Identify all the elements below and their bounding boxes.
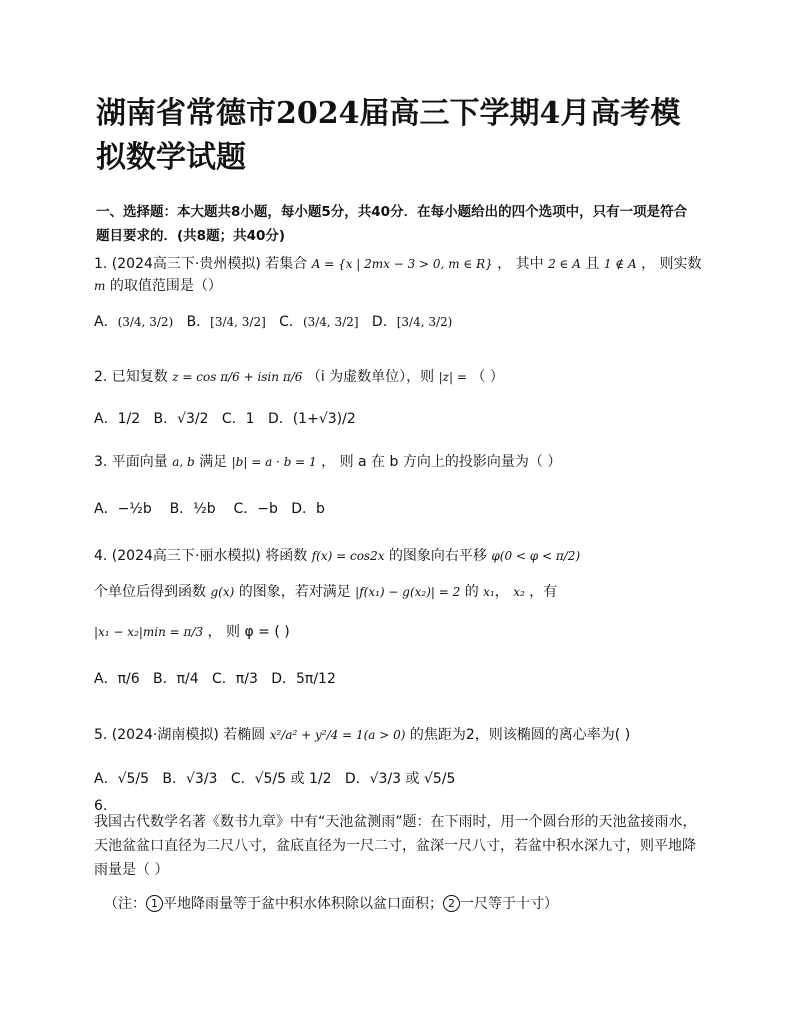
option-c[interactable]: C．1	[221, 411, 255, 427]
option-b[interactable]: B．[3/4, 3/2]	[186, 314, 266, 330]
interval: [3/4, 3/2)	[396, 315, 453, 329]
question-1-var: m	[94, 279, 106, 293]
interval: (3/4, 3/2]	[302, 315, 359, 329]
question-1-set: A = {x | 2mx − 3 > 0, m ∈ R}	[311, 257, 493, 271]
question-2-options	[94, 404, 356, 434]
question-1-ask: 的取值范围是（）	[109, 278, 222, 294]
option-a[interactable]: A．1/2	[94, 411, 141, 427]
question-4-g: g(x)	[210, 585, 235, 599]
question-3-prefix: 3. 平面向量	[94, 454, 168, 470]
section-heading: 一、选择题：本大题共8小题，每小题5分，共40分．在每小题给出的四个选项中，只有一项是符合题目要求的．(共8题；共40分)	[96, 204, 688, 244]
question-4-text-d: ，有	[529, 584, 558, 600]
question-4-func: f(x) = cos2x	[311, 549, 385, 563]
question-1-and: 且	[585, 256, 600, 272]
note-2: 一尺等于十寸）	[460, 896, 558, 912]
question-1-cond1: 2 ∈ A	[548, 257, 581, 271]
option-a[interactable]: A．π/6	[94, 671, 140, 687]
question-1-mid: ， 其中	[497, 256, 544, 272]
question-2-prefix: 2. 已知复数	[94, 369, 168, 385]
question-4-options	[94, 664, 336, 694]
note-prefix: （注：	[104, 896, 146, 912]
question-6-note	[104, 892, 558, 916]
option-c[interactable]: C．π/3	[212, 671, 258, 687]
question-2-expr: z = cos π/6 + isin π/6	[172, 370, 303, 384]
option-d[interactable]: D．[3/4, 3/2)	[371, 314, 453, 330]
option-b[interactable]: B．π/4	[153, 671, 199, 687]
question-4-text-a: 个单位后得到函数	[94, 584, 206, 600]
question-5-tail: 的焦距为2，则该椭圆的离心率为( )	[409, 727, 631, 743]
option-a[interactable]: A．−½b	[94, 501, 152, 517]
question-6-number: 6.	[94, 798, 108, 814]
option-a[interactable]: A．(3/4, 3/2)	[94, 314, 174, 330]
question-2-stem	[94, 360, 504, 394]
question-4-cond: |f(x₁) − g(x₂)| = 2	[355, 585, 461, 599]
interval: [3/4, 3/2]	[210, 315, 266, 329]
interval: (3/4, 3/2)	[117, 315, 174, 329]
question-3-cond: |b| = a · b = 1	[231, 455, 317, 469]
option-d[interactable]: D．(1+√3)/2	[267, 411, 356, 427]
option-c[interactable]: C．(3/4, 3/2]	[279, 314, 359, 330]
question-4-text-b: 的图象，若对满足	[238, 584, 351, 600]
question-6-text: 我国古代数学名著《数书九章》中有“天池盆测雨”题：在下雨时，用一个圆台形的天池盆接雨水，天池盆盆口直径为二尺八寸，盆底直径为一尺二寸，盆深一尺八寸，若盆中积水深九寸，则平地降雨量是（ ）	[94, 814, 697, 878]
option-b[interactable]: B．√3/3	[162, 771, 218, 787]
option-a[interactable]: A．√5/5	[94, 771, 150, 787]
option-b[interactable]: B．½b	[169, 501, 216, 517]
question-3-tail: ， 则 a 在 b 方向上的投影向量为（ ）	[321, 454, 562, 470]
question-3-cond-label: 满足	[199, 454, 228, 470]
question-1-prefix: 1. (2024高三下·贵州模拟) 若集合	[94, 256, 308, 272]
circled-number-1: 1	[146, 895, 163, 912]
question-3-stem	[94, 452, 561, 472]
note-1: 平地降雨量等于盆中积水体积除以盆口面积；	[163, 896, 443, 912]
question-4-mid: 的图象向右平移	[388, 548, 487, 564]
question-5-stem	[94, 720, 630, 750]
question-5-ellipse: x²/a² + y²/4 = 1(a > 0)	[269, 728, 406, 742]
question-5-options	[94, 764, 455, 794]
question-5-prefix: 5. (2024·湖南模拟) 若椭圆	[94, 727, 266, 743]
question-1-options	[94, 304, 452, 340]
question-3-vectors: a, b	[172, 455, 195, 469]
question-1-cond2: 1 ∉ A	[603, 257, 637, 271]
option-b[interactable]: B．√3/2	[153, 411, 209, 427]
question-4-prefix: 4. (2024高三下·丽水模拟) 将函数	[94, 548, 308, 564]
circled-number-2: 2	[443, 895, 460, 912]
question-4-line2: 个单位后得到函数 g(x) 的图象，若对满足 |f(x₁) − g(x₂)| = 2 的 x₁， x₂ ，有	[94, 584, 558, 600]
question-2-tail: （ ）	[471, 369, 504, 385]
question-4-line3	[94, 622, 290, 642]
question-3-options	[94, 494, 325, 524]
question-1-tail: ， 则实数	[641, 256, 702, 272]
question-4-x2: x₂	[513, 585, 525, 599]
question-4-min: |x₁ − x₂|min = π/3	[94, 625, 204, 639]
question-4-ask: ， 则 φ = ( )	[207, 624, 290, 640]
option-d[interactable]: D．b	[291, 501, 325, 517]
question-2-note: （i 为虚数单位），则	[306, 369, 435, 385]
option-c[interactable]: C．−b	[233, 501, 278, 517]
option-c[interactable]: C．√5/5 或 1/2	[230, 771, 332, 787]
question-1-line2	[94, 276, 222, 296]
option-d[interactable]: D．√3/3 或 √5/5	[344, 771, 456, 787]
option-d[interactable]: D．5π/12	[271, 671, 336, 687]
question-2-abs: |z| =	[438, 370, 467, 384]
question-1-stem	[94, 254, 702, 274]
question-4-text-c: 的	[464, 584, 479, 600]
question-4-stem	[94, 546, 580, 566]
question-4-x1: x₁	[483, 585, 495, 599]
page-title: 湖南省常德市2024届高三下学期4月高考模拟数学试题	[96, 96, 681, 175]
question-4-shift: φ(0 < φ < π/2)	[491, 549, 581, 563]
